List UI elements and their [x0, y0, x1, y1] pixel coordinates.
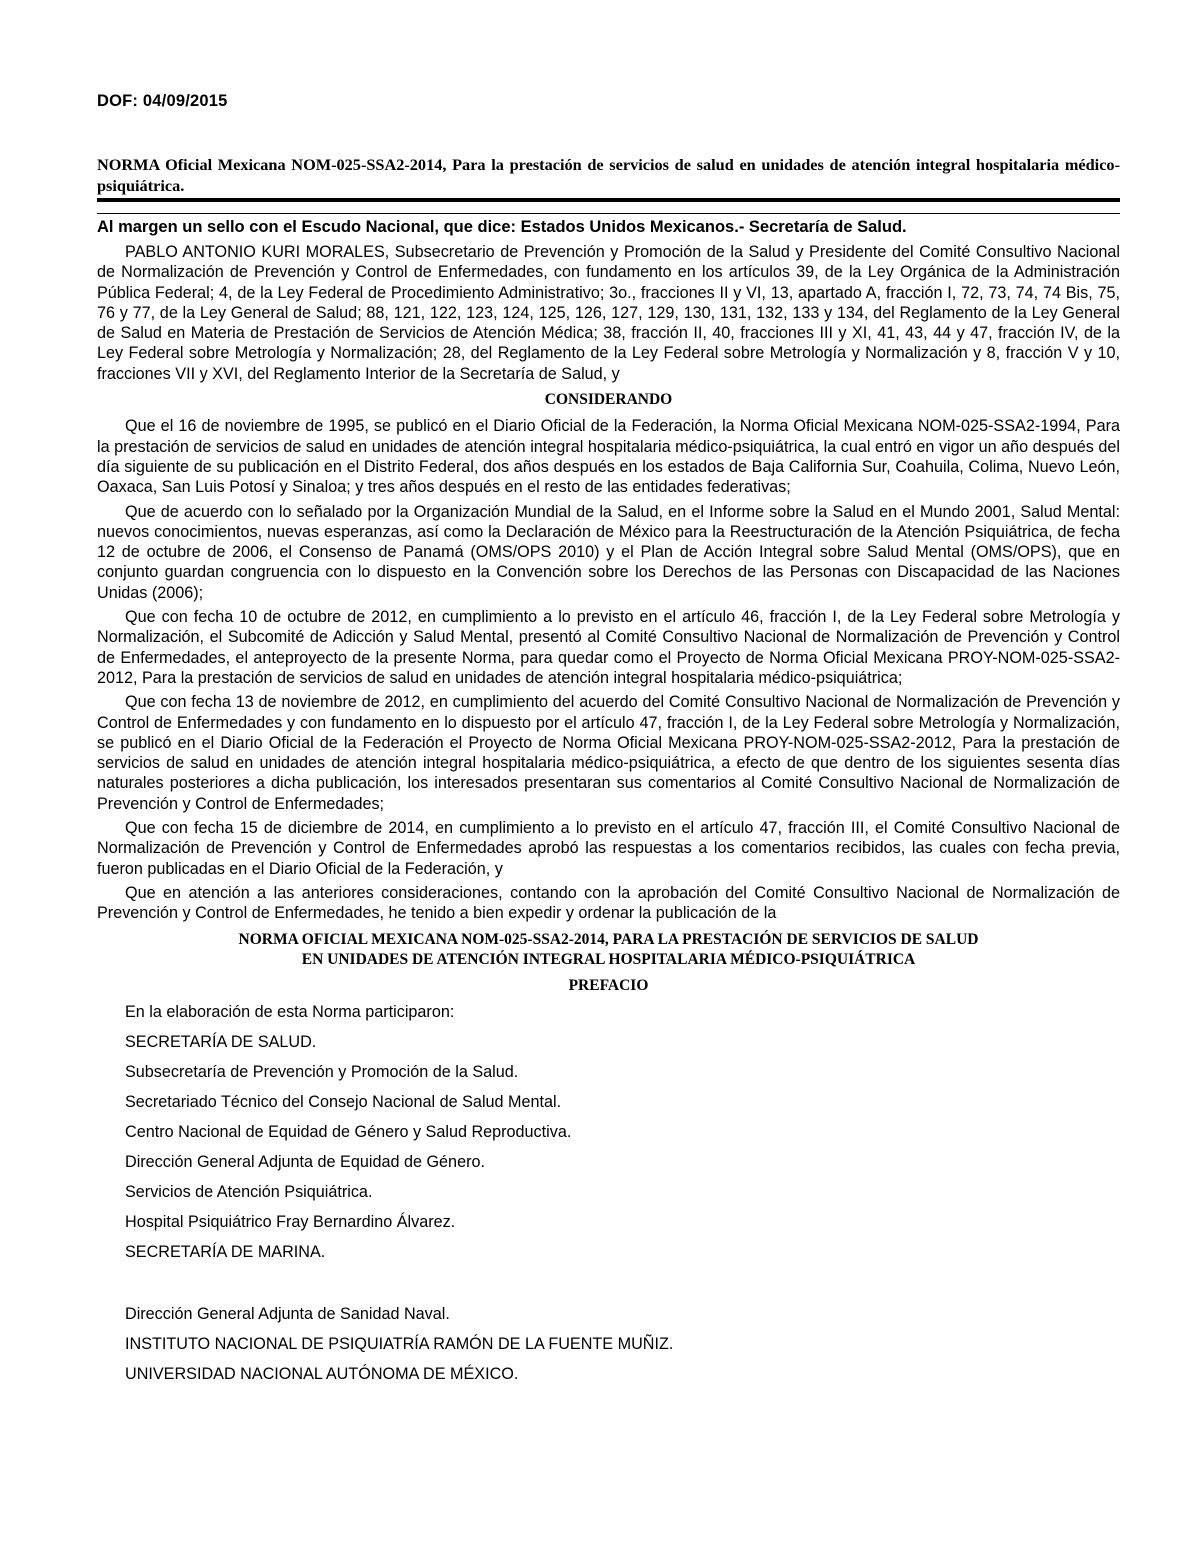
norma-heading-line: EN UNIDADES DE ATENCIÓN INTEGRAL HOSPITALARIA MÉDICO-PSIQUIÁTRICA [301, 950, 916, 968]
intro-paragraph: PABLO ANTONIO KURI MORALES, Subsecretario de Prevención y Promoción de la Salud y Presidente del Comité Consultivo Nacional de Normalización de Prevención y Control de Enfermedades, con fundamento en los artículos 39, de la Ley Orgánica de la Administración Pública Federal; 4, de la Ley Federal de Procedimiento Administrativo; 3o., fracciones II y VI, 13, apartado A, fracción I, 72, 73, 74, 74 Bis, 75, 76 y 77, de la Ley General de Salud; 88, 121, 122, 123, 124, 125, 126, 127, 129, 130, 131, 132, 133 y 134, del Reglamento de la Ley General de Salud en Materia de Prestación de Servicios de Atención Médica; 38, fracción II, 40, fracciones III y XI, 41, 43, 44 y 47, fracción IV, de la Ley Federal sobre Metrología y Normalización; 28, del Reglamento de la Ley Federal sobre Metrología y Normalización y 8, fracción V y 10, fracciones VII y XVI, del Reglamento Interior de la Secretaría de Salud, y [97, 243, 1120, 383]
considerando-paragraph: Que el 16 de noviembre de 1995, se publicó en el Diario Oficial de la Federación, la Norma Oficial Mexicana NOM-025-SSA2-1994, Para la prestación de servicios de salud en unidades de atención integral hospitalaria médico-psiquiátrica, la cual entró en vigor un año después del día siguiente de su publicación en el Distrito Federal, dos años después en los estados de Baja California Sur, Coahuila, Colima, Nuevo León, Oaxaca, San Luis Potosí y Sinaloa; y tres años después en el resto de las entidades federativas; [97, 417, 1120, 497]
norma-heading-line: NORMA OFICIAL MEXICANA NOM-025-SSA2-2014, PARA LA PRESTACIÓN DE SERVICIOS DE SALUD [238, 930, 979, 948]
participant-item: Hospital Psiquiátrico Fray Bernardino Álvarez. [125, 1212, 456, 1231]
participant-item: Centro Nacional de Equidad de Género y Salud Reproductiva. [125, 1122, 572, 1141]
dof-date: DOF: 04/09/2015 [97, 92, 228, 110]
considerando-paragraph: Que con fecha 15 de diciembre de 2014, en cumplimiento a lo previsto en el artículo 47, fracción III, el Comité Consultivo Nacional de Normalización de Prevención y Control de Enfermedades aprobó las respuestas a los comentarios recibidos, las cuales con fecha previa, fueron publicadas en el Diario Oficial de la Federación, y [97, 819, 1120, 878]
considerando-heading: CONSIDERANDO [544, 391, 673, 409]
participant-item: Subsecretaría de Prevención y Promoción de la Salud. [125, 1062, 519, 1081]
considerando-paragraph: Que en atención a las anteriores consideraciones, contando con la aprobación del Comité Consultivo Nacional de Normalización de Prevención y Control de Enfermedades, he tenido a bien expedir y ordenar la publicación de la [97, 883, 1120, 923]
considerando-paragraph: Que con fecha 10 de octubre de 2012, en cumplimiento a lo previsto en el artículo 46, fracción I, de la Ley Federal sobre Metrología y Normalización, el Subcomité de Adicción y Salud Mental, presentó al Comité Consultivo Nacional de Normalización de Prevención y Control de Enfermedades, el anteproyecto de la presente Norma, para quedar como el Proyecto de Norma Oficial Mexicana PROY-NOM-025-SSA2-2012, Para la prestación de servicios de salud en unidades de atención integral hospitalaria médico-psiquiátrica; [97, 608, 1120, 687]
participant-item: Servicios de Atención Psiquiátrica. [125, 1182, 373, 1201]
participant-item: INSTITUTO NACIONAL DE PSIQUIATRÍA RAMÓN DE LA FUENTE MUÑIZ. [125, 1334, 674, 1353]
participant-item: UNIVERSIDAD NACIONAL AUTÓNOMA DE MÉXICO. [125, 1364, 519, 1383]
participant-item: Dirección General Adjunta de Sanidad Naval. [125, 1304, 450, 1323]
considerando-paragraph: Que con fecha 13 de noviembre de 2012, en cumplimiento del acuerdo del Comité Consultivo Nacional de Normalización de Prevención y Control de Enfermedades y con fundamento en lo dispuesto por el artículo 47, fracción I, de la Ley Federal sobre Metrología y Normalización, se publicó en el Diario Oficial de la Federación el Proyecto de Norma Oficial Mexicana PROY-NOM-025-SSA2-2012, Para la prestación de servicios de salud en unidades de atención integral hospitalaria médico-psiquiátrica, a efecto de que dentro de los siguientes sesenta días naturales posteriores a dicha publicación, los interesados presentaran sus comentarios al Comité Consultivo Nacional de Normalización de Prevención y Control de Enfermedades; [97, 693, 1120, 813]
participant-item: SECRETARÍA DE MARINA. [125, 1242, 326, 1261]
participant-item: SECRETARÍA DE SALUD. [125, 1032, 317, 1051]
participants-list [97, 1032, 1120, 1384]
norma-heading [97, 930, 1120, 970]
prefacio-heading: PREFACIO [568, 976, 649, 994]
participant-item: Secretariado Técnico del Consejo Nacional de Salud Mental. [125, 1092, 562, 1111]
margin-note: Al margen un sello con el Escudo Nacional, que dice: Estados Unidos Mexicanos.- Secretaría de Salud. [97, 218, 907, 236]
title-divider-thick [97, 198, 1120, 202]
document-body [97, 216, 1120, 1394]
prefacio-intro: En la elaboración de esta Norma participaron: [125, 1002, 455, 1021]
participant-item: Dirección General Adjunta de Equidad de Género. [125, 1152, 485, 1171]
document-title: NORMA Oficial Mexicana NOM-025-SSA2-2014, Para la prestación de servicios de salud en unidades de atención integral hospitalaria médico-psiquiátrica. [97, 155, 1120, 195]
list-spacer [97, 1272, 1120, 1304]
title-divider-thin [97, 213, 1120, 214]
considerando-paragraph: Que de acuerdo con lo señalado por la Organización Mundial de la Salud, en el Informe sobre la Salud en el Mundo 2001, Salud Mental: nuevos conocimientos, nuevas esperanzas, así como la Declaración de México para la Reestructuración de la Atención Psiquiátrica, de fecha 12 de octubre de 2006, el Consenso de Panamá (OMS/OPS 2010) y el Plan de Acción Integral sobre Salud Mental (OMS/OPS), que en conjunto guardan congruencia con lo dispuesto en la Convención sobre los Derechos de las Personas con Discapacidad de las Naciones Unidas (2006); [97, 502, 1120, 602]
